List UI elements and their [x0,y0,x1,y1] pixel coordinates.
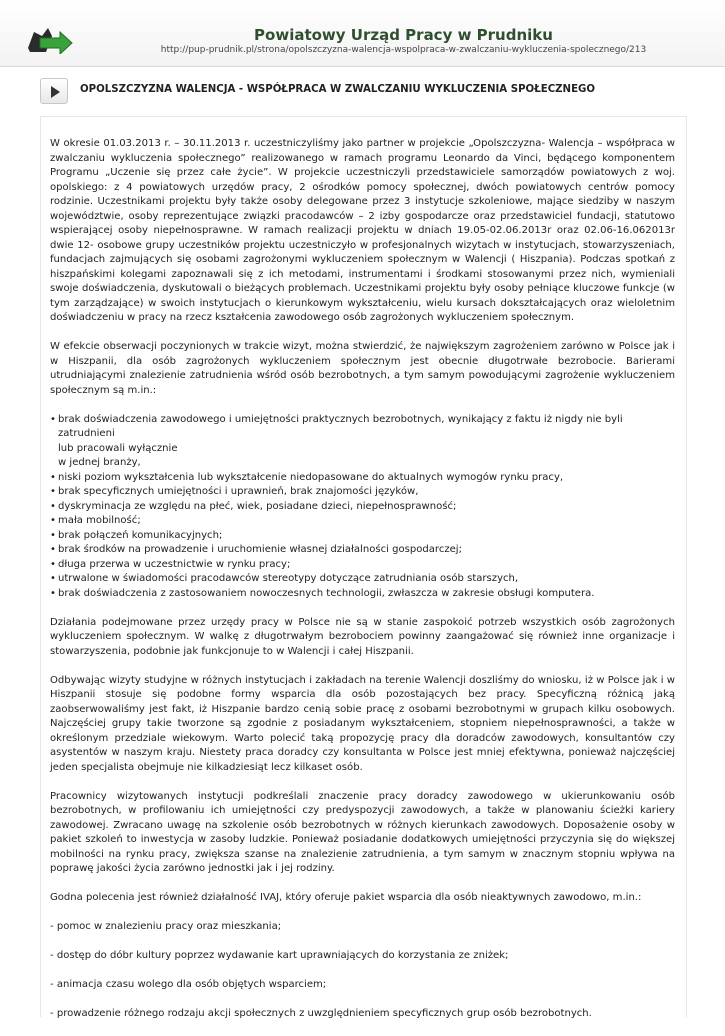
dash-item: - prowadzenie różnego rodzaju akcji społecznych z uwzględnieniem specyficznych grup osób bezrobotnych. [50,1008,592,1019]
list-item: • brak specyficznych umiejętności i uprawnień, brak znajomości języków, [50,485,675,500]
paragraph: Odbywając wizyty studyjne w różnych instytucjach i zakładach na terenie Walencji doszliśmy do wniosku, iż w Polsce jak i w Hiszpanii stosuje się podobne formy wsparcia dla osób pozostających bez pracy. Specyficzną różnicą jaką zaobserwowaliśmy jest fakt, iż Hiszpanie bardzo cenią sobie pracę z osobami bezrobotnymi w grupach kilku osobowych. Najczęściej grupy takie tworzone są zgodnie z posiadanym wykształceniem, stopniem niepełnosprawności, a także w określonym przedziale wiekowym. Warto polecić taką propozycję pracy dla doradców zawodowych, konsultantów czy asystentów w naszym kraju. Niestety praca doradcy czy konsultanta w Polsce jest mniej efektywna, ponieważ najczęściej jeden specjalista obejmuje nie kilkadziesiąt lecz kilkaset osób. [50,674,675,773]
site-header [0,0,725,67]
list-item: • brak połączeń komunikacyjnych; [50,529,675,544]
paragraph: W efekcie obserwacji poczynionych w trakcie wizyt, można stwierdzić, że największym zagrożeniem zarówno w Polsce jak i w Hiszpanii, dla osób zagrożonych wykluczeniem społecznym jest obecnie długotrwałe bezrobocie. Barierami utrudniającymi znalezienie zatrudnienia wśród osób bezrobotnych, a tym samym powodującymi zagrożenie wykluczeniem społecznym są m.in.: [50,341,675,396]
article-body [50,137,675,1036]
list-item: • dyskryminacja ze względu na płeć, wiek, posiadane dzieci, niepełnosprawność; [50,500,675,515]
dash-item: - pomoc w znalezieniu pracy oraz mieszkania; [50,921,282,932]
dash-item: - dostęp do dóbr kultury poprzez wydawanie kart uprawniających do korzystania ze zniżek; [50,950,509,961]
list-item: • brak doświadczenia z zastosowaniem nowoczesnych technologii, zwłaszcza w zakresie obsługi komputera. [50,587,675,602]
list-item: • niski poziom wykształcenia lub wykształcenie niedopasowane do aktualnych wymogów rynku pracy, [50,471,675,486]
list-item: • brak środków na prowadzenie i uruchomienie własnej działalności gospodarczej; [50,543,675,558]
article-title: OPOLSZCZYZNA WALENCJA - WSPÓŁPRACA W ZWALCZANIU WYKLUCZENIA SPOŁECZNEGO [80,84,596,95]
dash-item: - animacja czasu wolego dla osób objętych wsparciem; [50,979,327,990]
paragraph: Pracownicy wizytowanych instytucji podkreślali znaczenie pracy doradcy zawodowego w ukierunkowaniu osób bezrobotnych, w profilowaniu ich umiejętności czy predyspozycji zawodowych, a także w planowaniu ścieżki kariery zawodowej. Zwracano uwagę na szkolenie osób bezrobotnych w różnych kierunkach zawodowych. Doposażenie osoby w pakiet szkoleń to inwestycja w zasoby ludzkie. Ponieważ posiadanie dodatkowych umiejętności przyczynia się do większej mobilności na rynku pracy, zwiększa szanse na znalezienie zatrudnienia, a tym samym w znacznym stopniu wpływa na poprawę jakości życia zarówno jednostki jak i jej rodziny. [50,790,675,874]
list-item-text: lub pracowali wyłącznie [58,442,178,454]
list-item: • długa przerwa w uczestnictwie w rynku pracy; [50,558,675,573]
list-item [50,413,675,471]
site-title: Powiatowy Urząd Pracy w Prudniku [254,26,553,44]
logo-arrow-icon [26,26,74,54]
article-arrow-button[interactable] [40,78,68,104]
page-url[interactable]: http://pup-prudnik.pl/strona/opolszczyzna-walencja-wspolpraca-w-zwalczaniu-wykluczenia-spolecznego/213 [160,45,647,55]
paragraph: W okresie 01.03.2013 r. – 30.11.2013 r. uczestniczyliśmy jako partner w projekcie „Opolszczyzna- Walencja – współpraca w zwalczaniu wykluczenia społecznego” realizowanego w ramach programu Leonardo da Vinci, będącego komponentem Programu „Uczenie się przez całe życie”. W projekcie uczestniczyli przedstawiciele samorządów powiatowych z woj. opolskiego: z 4 powiatowych urzędów pracy, 2 ośrodków pomocy społecznej, dwóch powiatowych centrów pomocy rodzinie. Uczestnikami projektu były także osoby delegowane przez 3 instytucje szkoleniowe, mające siedziby w naszym województwie, osoby reprezentujące związki pracodawców – 2 izby gospodarcze oraz przedstawiciel fundacji, statutowo wspierającej osoby niepełnosprawne. W ramach realizacji projektu w dniach 19.05-02.06.2013r oraz 02.06-16.062013r dwie 12- osobowe grupy uczestników projektu uczestniczyło w profesjonalnych wizytach w instytucjach, stowarzyszeniach, fundacjach zajmujących się osobami zagrożonymi wykluczeniem społecznym w Walencji ( Hiszpania). Podczas spotkań z hiszpańskimi kolegami zapoznawali się z ich metodami, instrumentami i środkami stosowanymi przez nich, wymieniali swoje doświadczenia, dyskutowali o bieżących problemach. Uczestnikami projektu były osoby pełniące kluczowe funkcje (w tym zarządzające) w swoich instytucjach o kierunkowym wykształceniu, wielu kursach dokształcających oraz wieloletnim doświadczeniu w pracy na rzecz kształcenia zawodowego osób zagrożonych wykluczeniem społecznym. [50,138,675,323]
paragraph: Godna polecenia jest również działalność IVAJ, który oferuje pakiet wsparcia dla osób nieaktywnych zawodowo, m.in.: [50,892,642,903]
list-item: • utrwalone w świadomości pracodawców stereotypy dotyczące zatrudniania osób starszych, [50,572,675,587]
chevron-right-icon [48,85,62,99]
list-item-text: w jednej branży, [58,457,141,468]
list-item-text: • brak doświadczenia zawodowego i umiejętności praktycznych bezrobotnych, wynikający z faktu iż nigdy nie byli zatrudnieni [58,413,623,439]
list-item: • mała mobilność; [50,514,675,529]
barriers-list [50,413,675,602]
article-title-row [40,76,685,104]
paragraph: Działania podejmowane przez urzędy pracy w Polsce nie są w stanie zaspokoić potrzeb wszystkich osób zagrożonych wykluczeniem społecznym. W walkę z długotrwałym bezrobociem powinny zaangażować się również inne organizacje i stowarzyszenia, podobnie jak funkcjonuje to w Walencji i całej Hiszpanii. [50,616,675,657]
